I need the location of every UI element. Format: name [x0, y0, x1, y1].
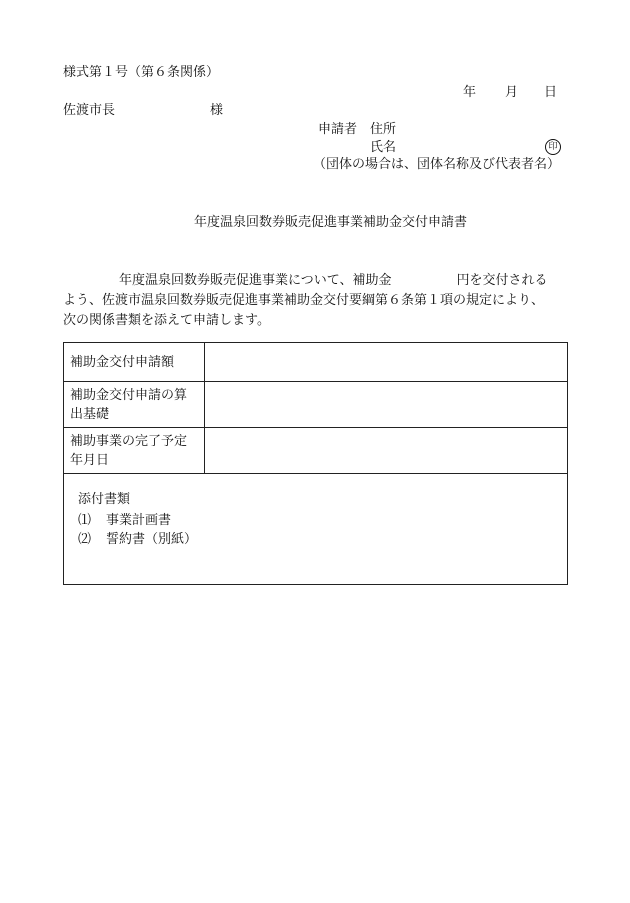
row-value-field[interactable]: [205, 343, 568, 382]
attachment-item: [78, 511, 553, 530]
date-year: 年: [463, 85, 477, 100]
row-label: 補助金交付申請額: [64, 343, 205, 382]
applicant-address-label: 住所: [370, 122, 397, 137]
attachments-row: [64, 474, 568, 585]
document-title: 年度温泉回数券販売促進事業補助金交付申請書: [194, 215, 468, 230]
applicant-label: 申請者: [318, 122, 358, 137]
attachments-title: 添付書類: [78, 492, 131, 507]
table-row: [64, 428, 568, 474]
attachment-text: 事業計画書: [106, 513, 172, 528]
attachment-number: ⑴: [78, 513, 92, 528]
row-label: 補助金交付申請の算出基礎: [64, 382, 205, 428]
attachments-cell: [64, 474, 568, 585]
addressee-honorific: 様: [210, 103, 224, 118]
application-table: [63, 342, 568, 585]
attachment-number: ⑵: [78, 532, 92, 547]
body-line-3: 次の関係書類を添えて申請します。: [63, 313, 270, 328]
attachment-text: 誓約書（別紙）: [106, 532, 198, 547]
form-number: 様式第１号（第６条関係）: [63, 65, 220, 80]
attachment-item: [78, 530, 553, 549]
seal-mark: 印: [545, 139, 561, 155]
row-label: 補助事業の完了予定年月日: [64, 428, 205, 474]
date-day: 日: [544, 85, 558, 100]
applicant-name-label: 氏名: [370, 140, 397, 155]
table-row: [64, 343, 568, 382]
date-month: 月: [505, 85, 519, 100]
applicant-note: （団体の場合は、団体名称及び代表者名）: [313, 157, 561, 172]
body-line-2: よう、佐渡市温泉回数券販売促進事業補助金交付要綱第６条第１項の規定により、: [63, 293, 545, 308]
addressee-name: 佐渡市長: [63, 103, 116, 118]
body-line-1: 年度温泉回数券販売促進事業について、補助金 円を交付される: [119, 273, 548, 288]
table-row: [64, 382, 568, 428]
row-value-field[interactable]: [205, 382, 568, 428]
row-value-field[interactable]: [205, 428, 568, 474]
